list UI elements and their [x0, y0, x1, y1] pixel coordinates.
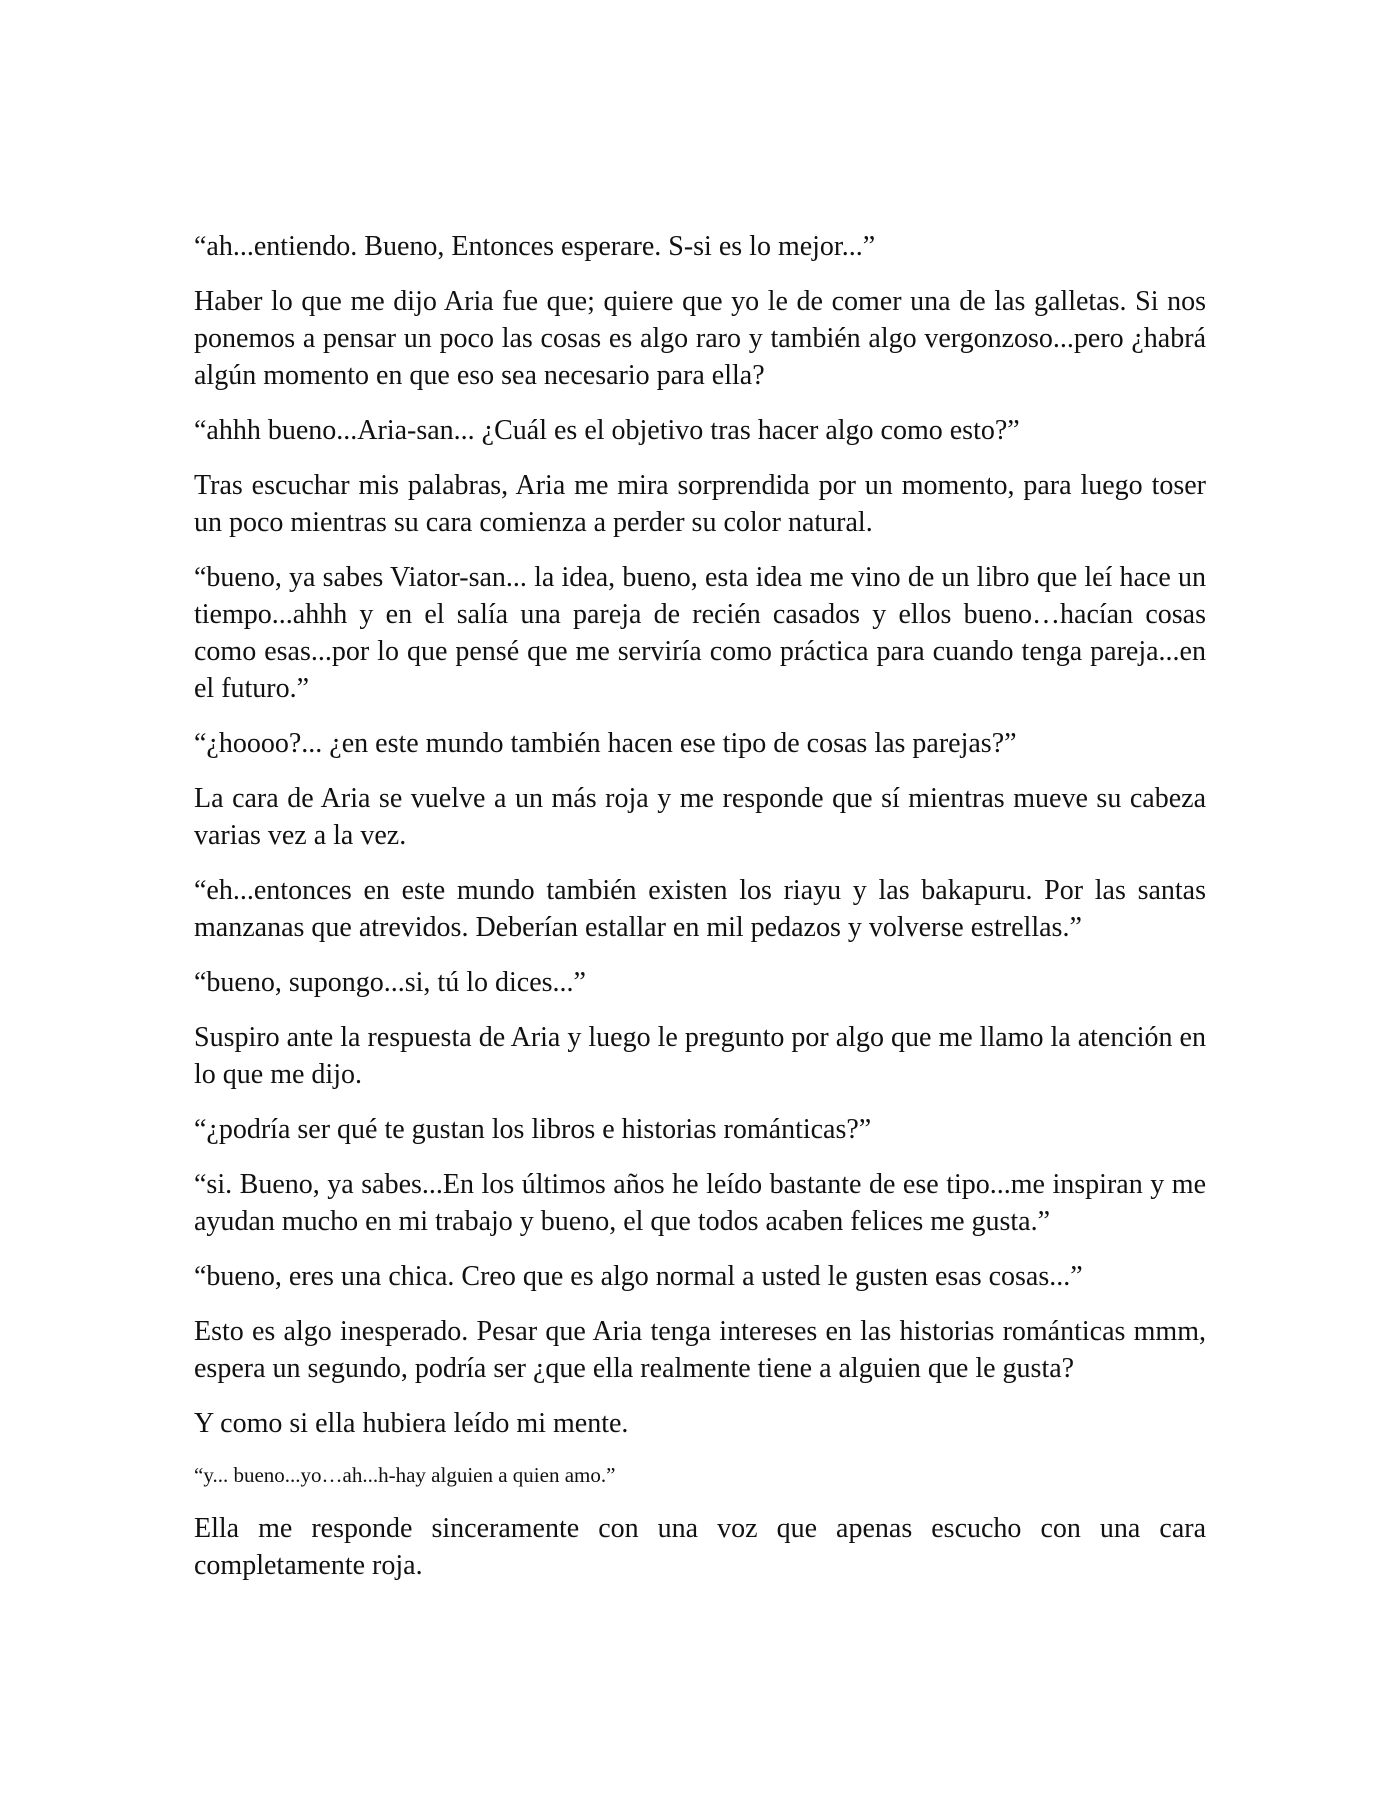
paragraph: “bueno, supongo...si, tú lo dices...” — [194, 967, 586, 998]
paragraph: “si. Bueno, ya sabes...En los últimos años he leído bastante de ese tipo...me inspiran y me ayudan mucho en mi trabajo y bueno, el que todos acaben felices me gusta.” — [194, 1169, 1206, 1237]
paragraph-small: “y... bueno...yo…ah...h-hay alguien a quien amo.” — [194, 1463, 616, 1487]
paragraph: Ella me responde sinceramente con una voz que apenas escucho con una cara completamente roja. — [194, 1513, 1206, 1581]
paragraph: La cara de Aria se vuelve a un más roja y me responde que sí mientras mueve su cabeza varias vez a la vez. — [194, 783, 1206, 851]
paragraph: Suspiro ante la respuesta de Aria y luego le pregunto por algo que me llamo la atención en lo que me dijo. — [194, 1022, 1206, 1090]
paragraph: “bueno, eres una chica. Creo que es algo normal a usted le gusten esas cosas...” — [194, 1261, 1083, 1292]
paragraph: “ah...entiendo. Bueno, Entonces esperare. S-si es lo mejor...” — [194, 231, 876, 262]
document-page — [194, 228, 1206, 1602]
paragraph: Y como si ella hubiera leído mi mente. — [194, 1408, 629, 1439]
paragraph: “ahhh bueno...Aria-san... ¿Cuál es el objetivo tras hacer algo como esto?” — [194, 415, 1020, 446]
paragraph: Tras escuchar mis palabras, Aria me mira sorprendida por un momento, para luego toser un poco mientras su cara comienza a perder su color natural. — [194, 470, 1206, 538]
paragraph: Haber lo que me dijo Aria fue que; quiere que yo le de comer una de las galletas. Si nos ponemos a pensar un poco las cosas es algo raro y también algo vergonzoso...pero ¿habrá algún momento en que eso sea necesario para ella? — [194, 286, 1206, 391]
paragraph: “¿podría ser qué te gustan los libros e historias románticas?” — [194, 1114, 872, 1145]
paragraph: “¿hoooo?... ¿en este mundo también hacen ese tipo de cosas las parejas?” — [194, 728, 1017, 759]
paragraph: “eh...entonces en este mundo también existen los riayu y las bakapuru. Por las santas manzanas que atrevidos. Deberían estallar en mil pedazos y volverse estrellas.” — [194, 875, 1206, 943]
paragraph: “bueno, ya sabes Viator-san... la idea, bueno, esta idea me vino de un libro que leí hace un tiempo...ahhh y en el salía una pareja de recién casados y ellos bueno…hacían cosas como esas...por lo que pensé que me serviría como práctica para cuando tenga pareja...en el futuro.” — [194, 562, 1206, 704]
paragraph: Esto es algo inesperado. Pesar que Aria tenga intereses en las historias románticas mmm, espera un segundo, podría ser ¿que ella realmente tiene a alguien que le gusta? — [194, 1316, 1206, 1384]
